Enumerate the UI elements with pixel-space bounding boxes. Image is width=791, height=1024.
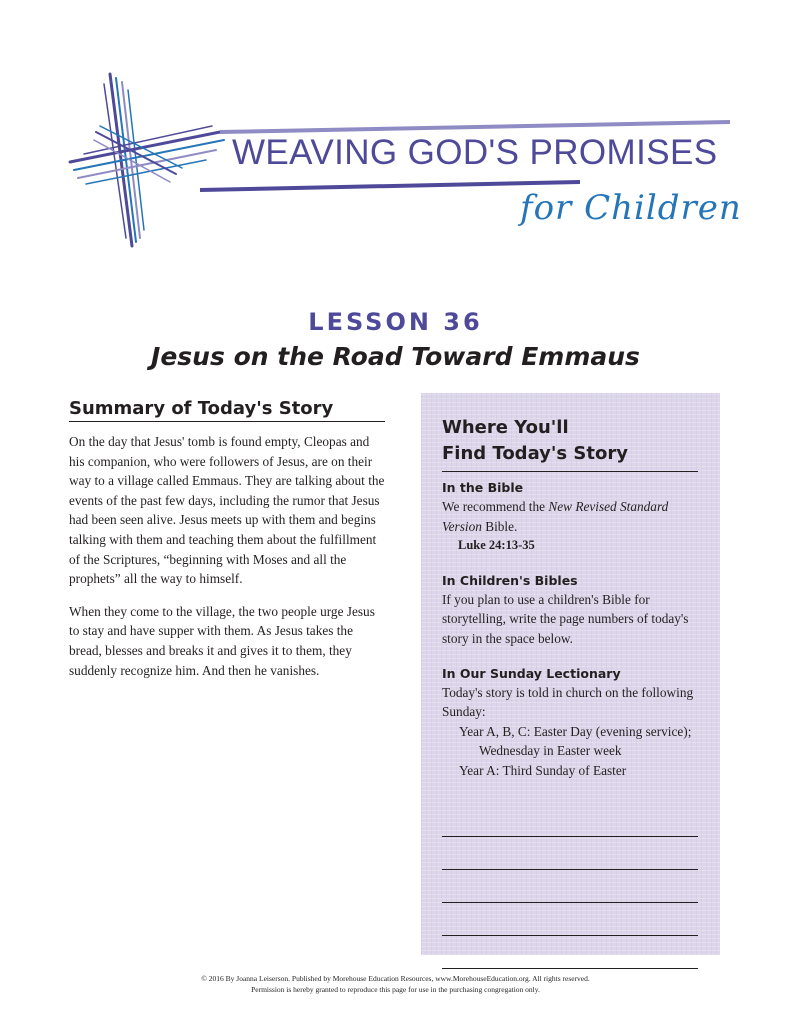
write-in-line[interactable] <box>442 903 698 936</box>
brand-title: WEAVING GOD'S PROMISES <box>232 133 718 172</box>
where-heading-line1: Where You'll <box>442 417 569 438</box>
lectionary-text: Today's story is told in church on the following Sunday: <box>442 684 694 720</box>
footer <box>0 973 791 995</box>
bible-recommendation <box>442 497 698 536</box>
write-in-line[interactable] <box>442 870 698 903</box>
where-to-find-panel <box>421 393 720 955</box>
permission-line: Permission is hereby granted to reproduce this page for use in the purchasing congregation only. <box>251 985 540 994</box>
lectionary-entry: Year A: Third Sunday of Easter <box>459 762 627 778</box>
summary-paragraph: When they come to the village, the two people urge Jesus to stay and have supper with them. As Jesus takes the bread, blesses and breaks it and gives it to them, they suddenly recognize him. And then he vanishes. <box>69 603 375 678</box>
lesson-title: Jesus on the Road Toward Emmaus <box>151 342 640 371</box>
bible-heading: In the Bible <box>442 480 524 495</box>
bible-version-name: New Revised Standard Version <box>442 499 669 534</box>
childrens-bibles-heading: In Children's Bibles <box>442 572 578 588</box>
scripture-reference: Luke 24:13-35 <box>458 538 535 553</box>
write-in-lines[interactable] <box>442 804 698 969</box>
lesson-number: LESSON 36 <box>308 308 483 336</box>
write-in-line[interactable] <box>442 936 698 969</box>
brand-subtitle: for Children <box>520 188 742 228</box>
summary-paragraph: On the day that Jesus' tomb is found empty, Cleopas and his companion, who were followers of Jesus, are on their way to a village called Emmaus. They are talking about the events of the past few days, including the rumor that Jesus had been seen alive. Jesus meets up with them and begins talking with them and teaching them about the fulfillment of the Scriptures, “beginning with Moses and all the prophets” all the way to himself. <box>69 434 385 587</box>
bible-text-before: We recommend the <box>442 499 549 514</box>
write-in-line[interactable] <box>442 837 698 870</box>
copyright-line: © 2016 By Joanna Leiserson. Published by Morehouse Education Resources, www.MorehouseEducation.org. All rights reserved. <box>201 974 590 983</box>
summary-heading: Summary of Today's Story <box>69 398 385 422</box>
write-in-line[interactable] <box>442 804 698 837</box>
lectionary-heading: In Our Sunday Lectionary <box>442 665 621 681</box>
where-heading <box>442 415 698 472</box>
where-heading-line2: Find Today's Story <box>442 443 628 464</box>
summary-section <box>69 398 385 680</box>
lectionary-entry: Year A, B, C: Easter Day (evening service); Wednesday in Easter week <box>459 723 692 759</box>
childrens-bibles-text: If you plan to use a children's Bible for storytelling, write the page numbers of today's story in the space below. <box>442 591 689 646</box>
bible-text-after: Bible. <box>481 518 518 534</box>
